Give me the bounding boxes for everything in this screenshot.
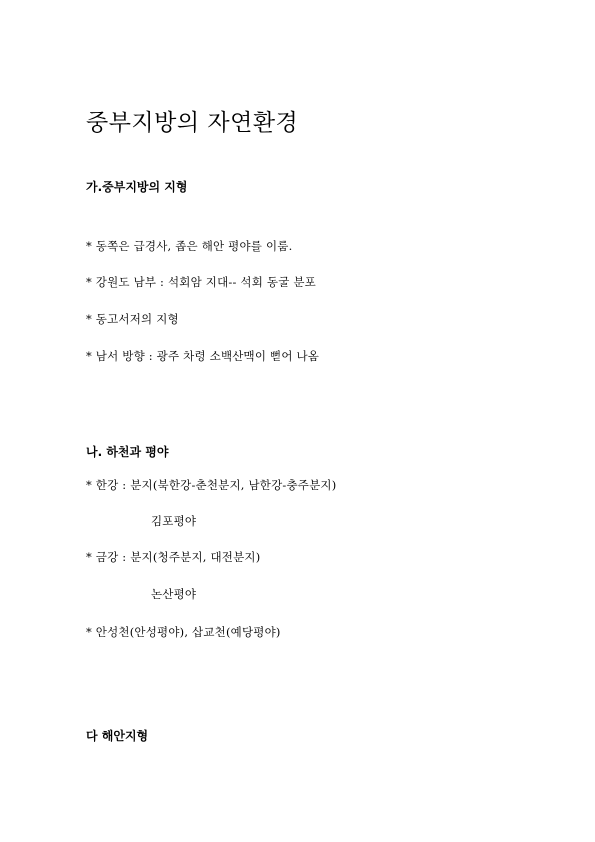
section-a-item-2: * 강원도 남부 : 석회암 지대-- 석회 동굴 분포 — [86, 275, 316, 289]
section-b-geum-plain: 논산평야 — [151, 587, 197, 601]
section-a-heading: 가.중부지방의 지형 — [86, 180, 188, 194]
section-b-han-river: * 한강 : 분지(북한강-춘천분지, 남한강-충주분지) — [86, 478, 337, 492]
section-c-heading: 다 해안지형 — [86, 729, 149, 743]
section-b-geum-river: * 금강 : 분지(청주분지, 대전분지) — [86, 550, 261, 564]
section-a-item-3: * 동고서저의 지형 — [86, 312, 179, 326]
section-a-item-1: * 동쪽은 급경사, 좁은 해안 평야를 이룸. — [86, 239, 293, 253]
page-title: 중부지방의 자연환경 — [86, 110, 299, 136]
section-b-heading: 나. 하천과 평야 — [86, 445, 169, 459]
section-b-han-plain: 김포평야 — [151, 514, 197, 528]
section-a-item-4: * 남서 방향 : 광주 차령 소백산맥이 뻗어 나옴 — [86, 349, 320, 363]
section-b-anseong: * 안성천(안성평야), 삽교천(예당평야) — [86, 625, 281, 639]
